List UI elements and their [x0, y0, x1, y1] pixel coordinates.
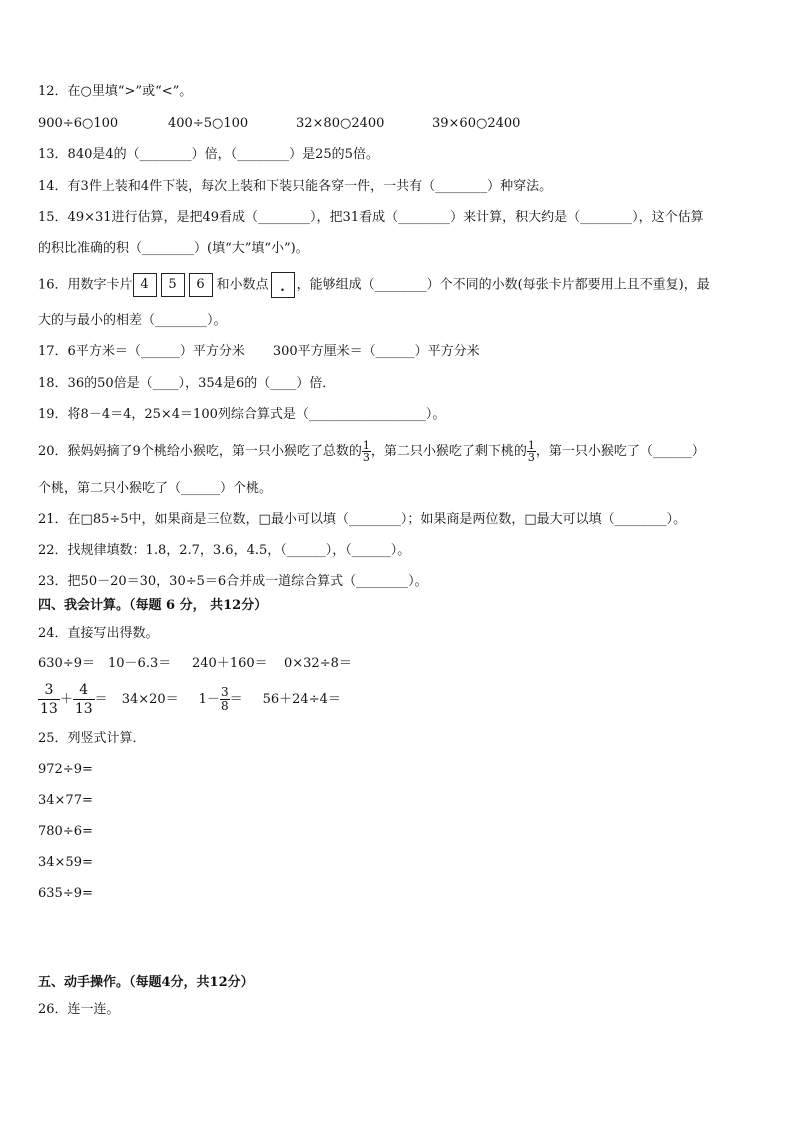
q24-item-8: 56＋24÷4＝ — [262, 692, 341, 707]
q24-item-7-prefix: 1－ — [198, 692, 220, 707]
q24-item-2: 10－6.3＝ — [108, 656, 172, 671]
q16-line1 — [38, 272, 710, 299]
q20-part3: ，第一只小猴吃了（______） — [535, 444, 705, 459]
q20-part1: 20．猴妈妈摘了9个桃给小猴吃，第一只小猴吃了总数的 — [38, 444, 362, 459]
q12-item-2: 400÷5○100 — [168, 116, 249, 131]
q20-line1 — [38, 438, 705, 466]
fraction-one-third: $\frac{1}{3}$ — [527, 439, 535, 464]
q12-item-4: 39×60○2400 — [432, 116, 521, 131]
q24-row1 — [38, 656, 352, 672]
q24-item-3: 240＋160＝ — [192, 656, 268, 671]
q22-text: 22．找规律填数：1.8，2.7，3.6，4.5，（______），（______）。 — [38, 543, 411, 558]
q13-text: 13．840是4的（________）倍，（________）是25的5倍。 — [38, 147, 379, 162]
q21-text: 21．在□85÷5中，如果商是三位数，□最小可以填（________）；如果商是两位数，□最大可以填（________）。 — [38, 512, 687, 527]
q25-item-2: 34×77= — [38, 793, 93, 808]
q26-text: 26．连一连。 — [38, 1002, 120, 1017]
decimal-point-card: . — [271, 272, 295, 298]
section-5-heading: 五、动手操作。（每题4分，共12分） — [38, 975, 254, 990]
q18-text: 18．36的50倍是（____），354是6的（____）倍． — [38, 376, 336, 391]
q19-text: 19．将8－4＝4，25×4＝100列综合算式是（__________________）。 — [38, 407, 446, 422]
q16-prefix: 16．用数字卡片 — [38, 277, 133, 293]
q24-item-6: 34×20＝ — [121, 692, 179, 707]
q25-item-3: 780÷6= — [38, 824, 93, 839]
q12-item-1: 900÷6○100 — [38, 116, 119, 131]
q20-line2: 个桃，第二只小猴吃了（______）个桃。 — [38, 481, 273, 496]
q15-line2: 的积比准确的积（________）(填“大”填“小”)。 — [38, 241, 309, 256]
q20-part2: ，第二只小猴吃了剩下桃的 — [370, 444, 527, 459]
equals-sign: ＝ — [94, 692, 108, 707]
q25-item-1: 972÷9= — [38, 762, 93, 777]
digit-card-4: 4 — [133, 273, 157, 297]
q25-item-5: 635÷9= — [38, 886, 93, 901]
q24-item-1: 630÷9＝ — [38, 656, 95, 671]
q15-line1: 15．49×31进行估算，是把49看成（________），把31看成（________）来计算，积大约是（________），这个估算 — [38, 210, 704, 225]
q25-item-4: 34×59= — [38, 855, 93, 870]
q17-b: 300平方厘米＝（______）平方分米 — [272, 344, 480, 359]
q16-line2: 大的与最小的相差（________）。 — [38, 313, 227, 328]
q16-suffix: ，能够组成（________）个不同的小数(每张卡片都要用上且不重复)，最 — [296, 277, 710, 293]
q23-text: 23．把50－20＝30，30÷5＝6合并成一道综合算式（________）。 — [38, 574, 428, 589]
q14-text: 14．有3件上装和4件下装，每次上装和下装只能各穿一件，一共有（________）种穿法。 — [38, 179, 553, 194]
q12-items — [38, 116, 520, 132]
digit-card-5: 5 — [161, 273, 185, 297]
q16-mid: 和小数点 — [216, 277, 269, 293]
section-4-heading: 四、我会计算。（每题 6 分， 共12分） — [38, 598, 268, 613]
plus-sign: ＋ — [59, 692, 73, 707]
q12-item-3: 32×80○2400 — [296, 116, 385, 131]
q17-line — [38, 344, 480, 360]
q25-title: 25．列竖式计算． — [38, 731, 146, 746]
fraction-4-13: $\frac{4}{13}$ — [74, 682, 93, 717]
q24-item-4: 0×32÷8＝ — [284, 656, 352, 671]
q24-title: 24．直接写出得数。 — [38, 626, 159, 641]
q24-item-7-suffix: ＝ — [229, 692, 243, 707]
fraction-3-8: $\frac{3}{8}$ — [220, 685, 229, 713]
q24-row2 — [38, 678, 341, 722]
q17-a: 17．6平方米＝（______）平方分米 — [38, 344, 245, 359]
fraction-3-13: $\frac{3}{13}$ — [40, 682, 58, 717]
fraction-one-third: $\frac{1}{3}$ — [362, 439, 370, 464]
digit-card-6: 6 — [189, 273, 213, 297]
q12-text: 12．在○里填“>”或“<”。 — [38, 84, 193, 99]
